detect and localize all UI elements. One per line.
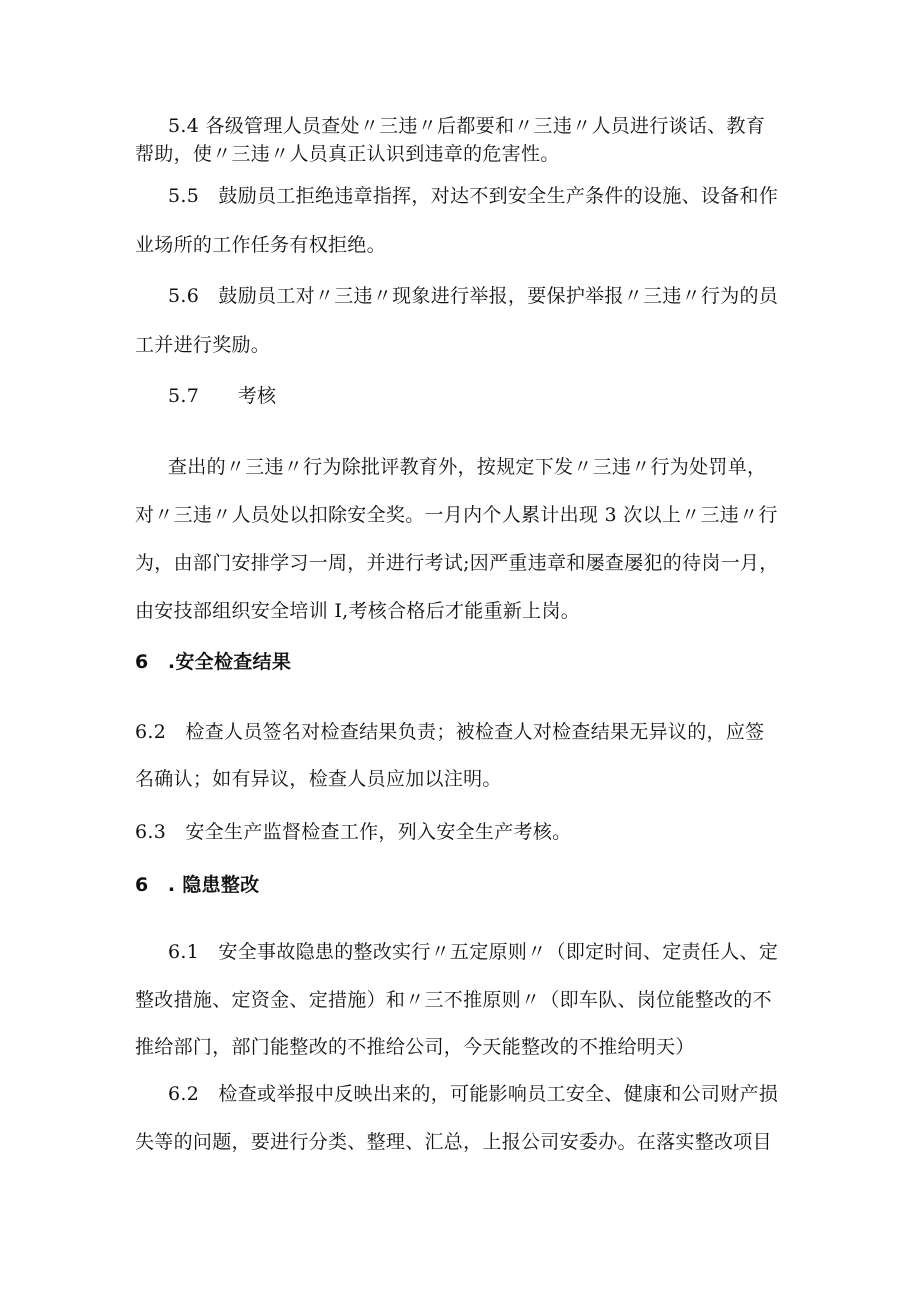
- paragraph-5-4-line-1: 5.4 各级管理人员查处〃三违〃后都要和〃三违〃人员进行谈话、教育: [168, 115, 766, 137]
- paragraph-5-5-line-2: 业场所的工作任务有权拒绝。: [135, 234, 386, 256]
- paragraph-6-1-line-3: 推给部门，部门能整改的不推给公司，今天能整改的不推给明天）: [135, 1036, 695, 1058]
- heading-hazard-rectification: 6 . 隐患整改: [135, 874, 260, 896]
- paragraph-5-7-line-3: 为，由部门安排学习一周，并进行考试;因严重违章和屡查屡犯的待岗一月，: [135, 552, 779, 574]
- section-5-7-title: 5.7 考核: [168, 385, 277, 407]
- paragraph-6-3: 6.3 安全生产监督检查工作，列入安全生产考核。: [135, 821, 572, 843]
- paragraph-6-1-line-1: 6.1 安全事故隐患的整改实行〃五定原则〃（即定时间、定责任人、定: [168, 941, 779, 963]
- paragraph-5-5-line-1: 5.5 鼓励员工拒绝违章指挥，对达不到安全生产条件的设施、设备和作: [168, 185, 779, 207]
- paragraph-5-6-line-1: 5.6 鼓励员工对〃三违〃现象进行举报，要保护举报〃三违〃行为的员: [168, 285, 779, 307]
- paragraph-5-4-line-2: 帮助，使〃三违〃人员真正认识到违章的危害性。: [135, 143, 560, 165]
- paragraph-6-2-line-2: 名确认；如有异议，检查人员应加以注明。: [135, 768, 502, 790]
- paragraph-5-7-line-4: 由安技部组织安全培训 I,考核合格后才能重新上岗。: [135, 600, 581, 622]
- paragraph-6-2b-line-1: 6.2 检查或举报中反映出来的，可能影响员工安全、健康和公司财产损: [168, 1083, 779, 1105]
- paragraph-5-7-line-2: 对〃三违〃人员处以扣除安全奖。一月内个人累计出现 3 次以上〃三违〃行: [135, 504, 778, 526]
- paragraph-6-1-line-2: 整改措施、定资金、定措施）和〃三不推原则〃（即车队、岗位能整改的不: [135, 989, 772, 1011]
- heading-inspection-results: 6 .安全检查结果: [135, 651, 292, 673]
- paragraph-5-6-line-2: 工并进行奖励。: [135, 334, 271, 356]
- paragraph-5-7-line-1: 查出的〃三违〃行为除批评教育外，按规定下发〃三违〃行为处罚单，: [168, 456, 767, 478]
- paragraph-6-2b-line-2: 失等的问题，要进行分类、整理、汇总，上报公司安委办。在落实整改项目: [135, 1131, 772, 1153]
- paragraph-6-2-line-1: 6.2 检查人员签名对检查结果负责；被检查人对检查结果无异议的，应签: [135, 721, 765, 743]
